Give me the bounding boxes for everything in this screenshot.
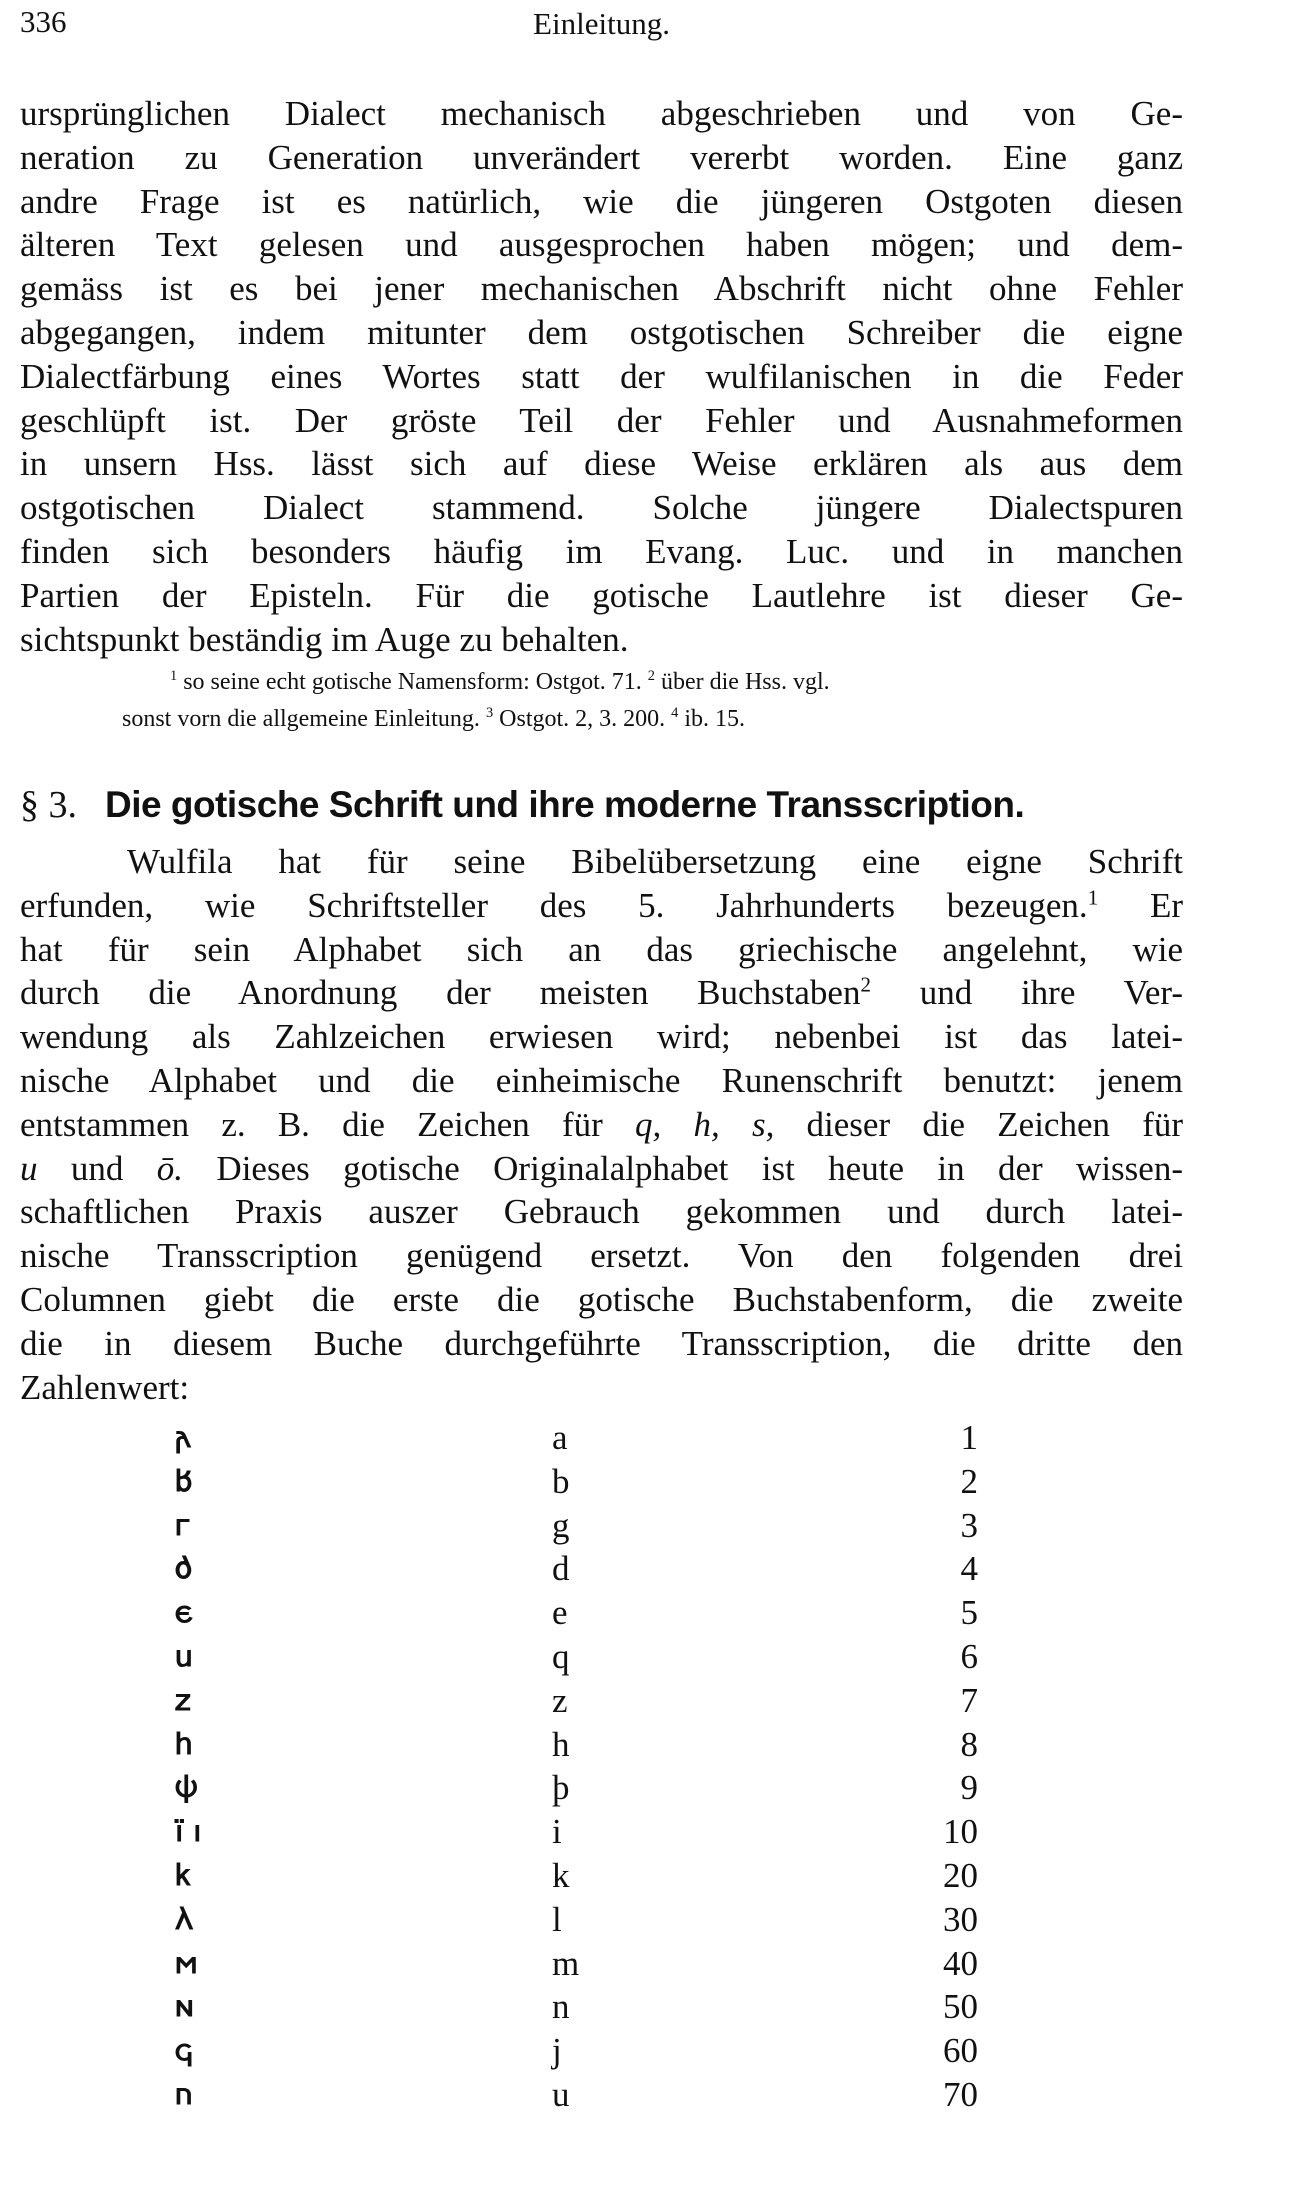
alphabet-row (0, 1723, 1304, 1767)
text-line (20, 1103, 1183, 1147)
text-line: sichtspunkt beständig im Auge zu behalten. (20, 619, 629, 659)
italic-letter: q, (635, 1104, 662, 1144)
numeric-value: 50 (943, 1987, 978, 2027)
text-line (20, 884, 1183, 928)
transcription: z (552, 1680, 568, 1720)
transcription: þ (552, 1768, 570, 1808)
numeric-value: 6 (960, 1636, 978, 1676)
gothic-letter: 𐌸 (175, 1770, 198, 1806)
alphabet-row (0, 2073, 1304, 2117)
footnote-marker: 3 (485, 705, 494, 721)
alphabet-row (0, 2029, 1304, 2073)
alphabet-row (0, 1854, 1304, 1898)
gothic-letter: 𐌺 (175, 1857, 191, 1893)
transcription: m (552, 1943, 580, 1983)
numeric-value: 10 (943, 1812, 978, 1852)
text-line: Columnen giebt die erste die gotische Buchstabenform, die zweite (20, 1279, 1183, 1319)
numeric-value: 2 (960, 1461, 978, 1501)
transcription: e (552, 1593, 568, 1633)
alphabet-row (0, 1679, 1304, 1723)
text-line: finden sich besonders häufig im Evang. Luc. und in manchen (20, 531, 1183, 571)
footnote-text: Ostgot. 2, 3. 200. (493, 706, 672, 732)
footnote-text: über die Hss. vgl. (654, 669, 830, 695)
numeric-value: 60 (943, 2031, 978, 2071)
transcription: n (552, 1987, 570, 2027)
text-line: nische Alphabet und die einheimische Runenschrift benutzt: jenem (20, 1060, 1183, 1100)
gothic-letter: 𐌵 (175, 1638, 193, 1674)
text-span: entstammen z. B. die Zeichen für (20, 1104, 636, 1144)
numeric-value: 40 (943, 1943, 978, 1983)
transcription: j (552, 2031, 562, 2071)
footnote-ref: 1 (1087, 885, 1099, 910)
gothic-letter: 𐌶 (175, 1682, 191, 1718)
footnote-line (20, 701, 1183, 738)
gothic-letter: 𐌼 (175, 1945, 198, 1981)
section-number: § 3. (20, 784, 77, 826)
gothic-letter: 𐌱 (175, 1463, 192, 1499)
alphabet-row (0, 1985, 1304, 2029)
text-line: hat für sein Alphabet sich an das griechische angelehnt, wie (20, 929, 1183, 969)
text-line: abgegangen, indem mitunter dem ostgotischen Schreiber die eigne (20, 312, 1183, 352)
transcription: d (552, 1549, 570, 1589)
text-span: Dieses gotische Originalalphabet ist heute in der wissen- (183, 1148, 1183, 1188)
alphabet-row (0, 1942, 1304, 1986)
text-line: andre Frage ist es natürlich, wie die jüngeren Ostgoten diesen (20, 181, 1183, 221)
transcription: a (552, 1418, 568, 1457)
gothic-letter: 𐌾 (175, 2033, 194, 2069)
gothic-letter: 𐌲 (175, 1507, 190, 1543)
gothic-letter: 𐌻 (175, 1901, 194, 1937)
text-line: gemäss ist es bei jener mechanischen Abschrift nicht ohne Fehler (20, 269, 1183, 309)
text-line: Zahlenwert: (20, 1367, 190, 1407)
italic-letter: u (20, 1148, 38, 1188)
gothic-letter: 𐌿 (175, 2076, 193, 2112)
text-span: erfunden, wie Schriftsteller des 5. Jahrhunderts bezeugen. (20, 885, 1088, 925)
footnote-marker: 2 (647, 668, 655, 684)
transcription: k (552, 1855, 570, 1895)
section-paragraph (20, 840, 1183, 1409)
transcription: b (552, 1461, 570, 1501)
gothic-letter: 𐌳 (175, 1551, 192, 1587)
transcription: h (552, 1724, 570, 1764)
numeric-value: 5 (960, 1593, 978, 1633)
text-line: nische Transscription genügend ersetzt. Von den folgenden drei (20, 1236, 1183, 1276)
text-span: dieser die Zeichen für (774, 1104, 1184, 1144)
gothic-alphabet-table (0, 1416, 1304, 2117)
alphabet-row (0, 1766, 1304, 1810)
footnote-text: ib. 15. (678, 706, 746, 732)
transcription: i (552, 1812, 562, 1852)
text-line: wendung als Zahlzeichen erwiesen wird; nebenbei ist das latei- (20, 1017, 1183, 1057)
alphabet-row (0, 1591, 1304, 1635)
text-line (20, 971, 1183, 1015)
text-line: ostgotischen Dialect stammend. Solche jüngere Dialectspuren (20, 488, 1183, 528)
text-line: älteren Text gelesen und ausgesprochen haben mögen; und dem- (20, 225, 1183, 265)
text-line: in unsern Hss. lässt sich auf diese Weise erklären als aus dem (20, 444, 1183, 484)
text-line: geschlüpft ist. Der gröste Teil der Fehler und Ausnahmeformen (20, 400, 1183, 440)
running-title: Einleitung. (533, 6, 670, 41)
text-span: Er (1098, 885, 1183, 925)
text-span: und ihre Ver- (870, 973, 1183, 1013)
transcription: g (552, 1505, 570, 1545)
footnote-text: so seine echt gotische Namensform: Ostgot. 71. (177, 669, 648, 695)
alphabet-row (0, 1635, 1304, 1679)
italic-letter: h, (693, 1104, 720, 1144)
text-span: und (37, 1148, 157, 1188)
text-line: Wulfila hat für seine Bibelübersetzung eine eigne Schrift (127, 842, 1183, 881)
italic-letter: s, (751, 1104, 775, 1144)
gothic-letter: 𐌷 (175, 1726, 193, 1762)
numeric-value: 9 (960, 1768, 978, 1808)
transcription: l (552, 1899, 562, 1939)
numeric-value: 8 (960, 1724, 978, 1764)
text-span: durch die Anordnung der meisten Buchstaben (20, 973, 861, 1013)
section-heading (20, 782, 1183, 828)
footnote-text: sonst vorn die allgemeine Einleitung. (122, 706, 486, 732)
italic-letter: ō. (156, 1148, 184, 1188)
alphabet-row (0, 1416, 1304, 1460)
text-line (20, 1147, 1183, 1191)
transcription: u (552, 2074, 570, 2114)
text-line: Partien der Episteln. Für die gotische Lautlehre ist dieser Ge- (20, 575, 1183, 615)
text-line: die in diesem Buche durchgeführte Transscription, die dritte den (20, 1323, 1183, 1363)
numeric-value: 20 (943, 1855, 978, 1895)
alphabet-row (0, 1460, 1304, 1504)
page-number: 336 (20, 4, 67, 39)
alphabet-row (0, 1810, 1304, 1854)
text-line: ursprünglichen Dialect mechanisch abgeschrieben und von Ge- (20, 94, 1183, 133)
gothic-letter: 𐌴 (175, 1595, 193, 1631)
gothic-letter: 𐌽 (175, 1989, 194, 2025)
numeric-value: 3 (960, 1505, 978, 1545)
numeric-value: 1 (960, 1418, 978, 1457)
alphabet-row (0, 1504, 1304, 1548)
footnote-ref: 2 (860, 972, 871, 997)
alphabet-row (0, 1898, 1304, 1942)
gothic-letter: 𐌰 (175, 1420, 191, 1455)
alphabet-row (0, 1547, 1304, 1591)
numeric-value: 70 (943, 2074, 978, 2114)
footnote-marker: 1 (170, 668, 178, 684)
numeric-value: 7 (960, 1680, 978, 1720)
transcription: q (552, 1636, 570, 1676)
numeric-value: 4 (960, 1549, 978, 1589)
text-line: neration zu Generation unverändert vererbt worden. Eine ganz (20, 137, 1183, 177)
footnotes (20, 664, 1183, 738)
text-line: Dialectfärbung eines Wortes statt der wulfilanischen in die Feder (20, 356, 1183, 396)
gothic-letter: 𐌹̈ 𐌹 (175, 1814, 201, 1850)
footnote-marker: 4 (671, 705, 679, 721)
section-title: Die gotische Schrift und ihre moderne Transscription. (105, 784, 1025, 825)
page-header (20, 4, 1183, 48)
footnote-line (20, 664, 1183, 701)
paragraph-continuation (20, 92, 1183, 661)
text-line: schaftlichen Praxis auszer Gebrauch gekommen und durch latei- (20, 1192, 1183, 1232)
numeric-value: 30 (943, 1899, 978, 1939)
